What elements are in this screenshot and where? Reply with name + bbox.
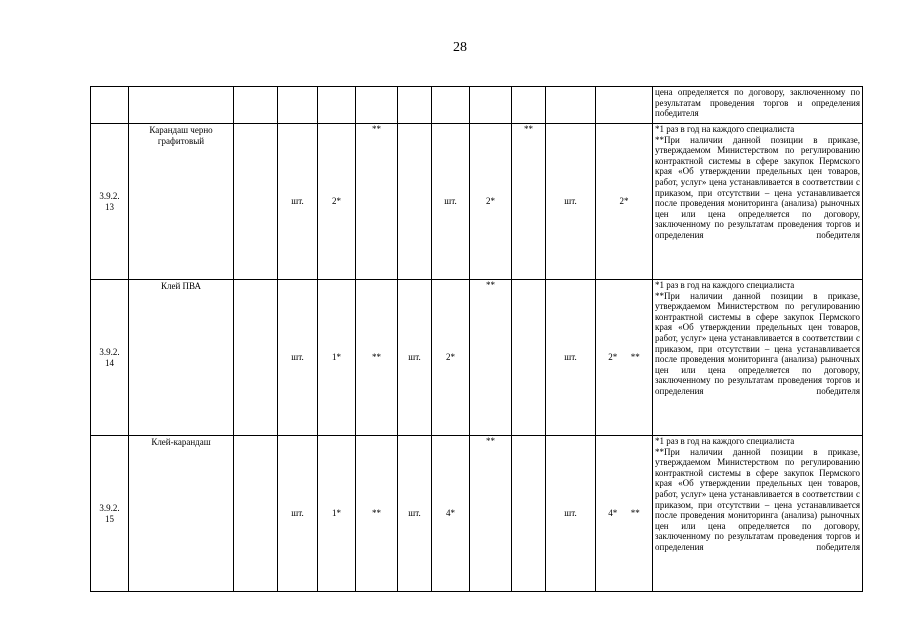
price-mark-cell: ** xyxy=(470,280,512,436)
unit-cell: шт. xyxy=(278,124,318,280)
price-mark: ** xyxy=(630,508,640,519)
quantity-cell: 2* xyxy=(432,280,470,436)
table-row xyxy=(91,436,863,592)
quantity-cell: 2* xyxy=(318,124,356,280)
table-row xyxy=(91,124,863,280)
unit-cell: шт. xyxy=(398,280,432,436)
price-mark-cell: ** xyxy=(356,436,398,592)
quantity-cell: 1* xyxy=(318,280,356,436)
quantity-cell: 2* xyxy=(596,124,653,280)
page-number: 28 xyxy=(453,40,467,55)
price-mark-cell: ** xyxy=(470,436,512,592)
note-cell: *1 раз в год на каждого специалиста **При наличии данной позиции в приказе, утверждаемом Министерством по регулированию контрактной системы в сфере закупок Пермского края «Об утверждении предельных цен товаров, работ, услуг» цена устанавливается в соответствии с приказом, при отсутствии – цена устанавливается после проведения мониторинга (анализа) рыночных цен или цена определяется по договору, заключенному по результатам проведения торгов и определения победителя xyxy=(653,124,863,280)
price-mark-cell: ** xyxy=(512,124,546,280)
item-code: 3.9.2. 14 xyxy=(91,280,129,436)
specification-table xyxy=(90,86,863,592)
unit-cell: шт. xyxy=(432,124,470,280)
note-cell: *1 раз в год на каждого специалиста **При наличии данной позиции в приказе, утверждаемом Министерством по регулированию контрактной системы в сфере закупок Пермского края «Об утверждении предельных цен товаров, работ, услуг» цена устанавливается в соответствии с приказом, при отсутствии – цена устанавливается после проведения мониторинга (анализа) рыночных цен или цена определяется по договору, заключенному по результатам проведения торгов и определения победителя xyxy=(653,436,863,592)
quantity-cell: 1* xyxy=(318,436,356,592)
item-code: 3.9.2. 13 xyxy=(91,124,129,280)
price-mark-cell: ** xyxy=(356,280,398,436)
price-mark: ** xyxy=(630,352,640,363)
item-name: Клей-карандаш xyxy=(129,436,234,592)
quantity-cell: 2* xyxy=(470,124,512,280)
price-mark-cell: ** xyxy=(356,124,398,280)
quantity-cell: 4* ** xyxy=(596,436,653,592)
unit-cell: шт. xyxy=(398,436,432,592)
continuation-note: цена определяется по договору, заключенному по результатам проведения торгов и определения победителя xyxy=(653,87,863,124)
unit-cell: шт. xyxy=(278,436,318,592)
quantity-cell: 4* xyxy=(432,436,470,592)
note-cell: *1 раз в год на каждого специалиста **При наличии данной позиции в приказе, утверждаемом Министерством по регулированию контрактной системы в сфере закупок Пермского края «Об утверждении предельных цен товаров, работ, услуг» цена устанавливается в соответствии с приказом, при отсутствии – цена устанавливается после проведения мониторинга (анализа) рыночных цен или цена определяется по договору, заключенному по результатам проведения торгов и определения победителя xyxy=(653,280,863,436)
table-row-continuation xyxy=(91,87,863,124)
unit-cell: шт. xyxy=(546,280,596,436)
table-row xyxy=(91,280,863,436)
unit-cell: шт. xyxy=(278,280,318,436)
quantity-cell: 2* ** xyxy=(596,280,653,436)
item-code: 3.9.2. 15 xyxy=(91,436,129,592)
item-name: Клей ПВА xyxy=(129,280,234,436)
unit-cell: шт. xyxy=(546,124,596,280)
item-name: Карандаш черно графитовый xyxy=(129,124,234,280)
unit-cell: шт. xyxy=(546,436,596,592)
